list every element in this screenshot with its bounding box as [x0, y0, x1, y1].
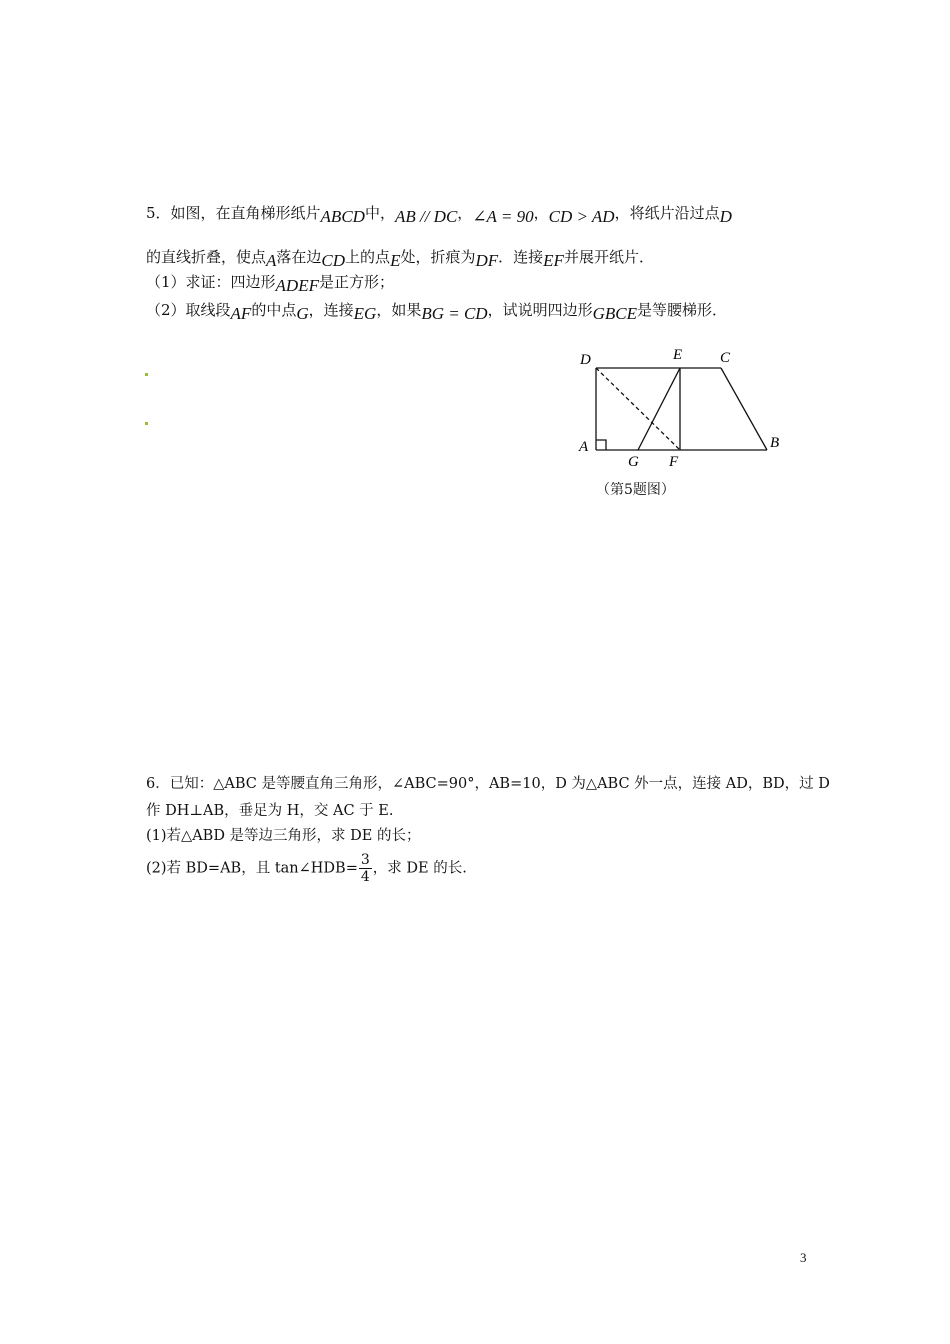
text: ，	[457, 204, 473, 222]
text: ，连接	[308, 301, 354, 319]
text: 是正方形；	[318, 273, 394, 291]
math: AB // DC	[394, 207, 458, 226]
p6-line-3: (1)若△ABD 是等边三角形，求 DE 的长；	[146, 828, 421, 844]
math: EF	[543, 251, 564, 270]
p5-line-1	[146, 202, 732, 224]
p6-line-1: 6．已知：△ABC 是等腰直角三角形，∠ABC=90°，AB=10，D 为△ABC 外一点，连接 AD，BD，过 D	[146, 776, 830, 792]
text: （1）求证：四边形	[146, 273, 276, 291]
text: ，将纸片沿过点	[614, 204, 720, 222]
fraction-numerator: 3	[360, 852, 370, 868]
math: BG = CD	[421, 304, 488, 323]
math: CD > AD	[548, 207, 615, 226]
math: ∠A = 90	[472, 207, 534, 226]
math: CD	[321, 251, 346, 270]
text: （2）取线段	[146, 301, 231, 319]
math: GBCE	[592, 304, 637, 323]
text: ，求 DE 的长.	[372, 860, 467, 877]
text: 的中点	[251, 301, 297, 319]
text: ．连接	[498, 248, 544, 266]
label-E: E	[673, 347, 683, 363]
segment-EG	[638, 368, 680, 450]
figure-caption: （第5题图）	[596, 482, 675, 498]
text: 的直线折叠，使点	[146, 248, 267, 266]
math: EG	[353, 304, 377, 323]
text: (2)若 BD=AB，且 tan∠HDB=	[146, 860, 358, 877]
text: ，	[533, 204, 549, 222]
math: ABCD	[320, 207, 365, 226]
page-number: 3	[800, 1250, 807, 1265]
label-B: B	[770, 435, 780, 451]
marker-dot	[145, 422, 148, 425]
trapezoid-figure	[570, 340, 800, 475]
text: ，试说明四边形	[487, 301, 593, 319]
p6-line-2: 作 DH⊥AB，垂足为 H，交 AC 于 E.	[146, 803, 394, 819]
math: ADEF	[275, 276, 319, 295]
label-F: F	[669, 454, 679, 470]
marker-dot	[145, 373, 148, 376]
crease-DF	[596, 368, 680, 450]
math: A	[266, 251, 277, 270]
label-A: A	[579, 439, 589, 455]
math: AF	[230, 304, 252, 323]
text: 是等腰梯形．	[636, 301, 727, 319]
label-C: C	[720, 350, 731, 366]
p6-line-4	[146, 852, 467, 885]
fraction	[359, 852, 372, 885]
segment-CB	[721, 368, 767, 450]
text: ，如果	[376, 301, 422, 319]
math: G	[296, 304, 309, 323]
right-angle-mark	[596, 440, 606, 450]
text: 落在边	[276, 248, 322, 266]
math: DF	[475, 251, 499, 270]
label-G: G	[628, 454, 639, 470]
fraction-denominator: 4	[360, 869, 370, 885]
p5-line-3	[146, 271, 394, 293]
math: D	[719, 207, 732, 226]
text: 处，折痕为	[400, 248, 476, 266]
text: 并展开纸片．	[563, 248, 654, 266]
math: E	[390, 251, 401, 270]
text: 中，	[364, 204, 395, 222]
text: 5．如图，在直角梯形纸片	[146, 204, 321, 222]
p5-line-4	[146, 299, 727, 321]
label-D: D	[580, 352, 591, 368]
text: 上的点	[345, 248, 391, 266]
p5-line-2	[146, 246, 654, 268]
